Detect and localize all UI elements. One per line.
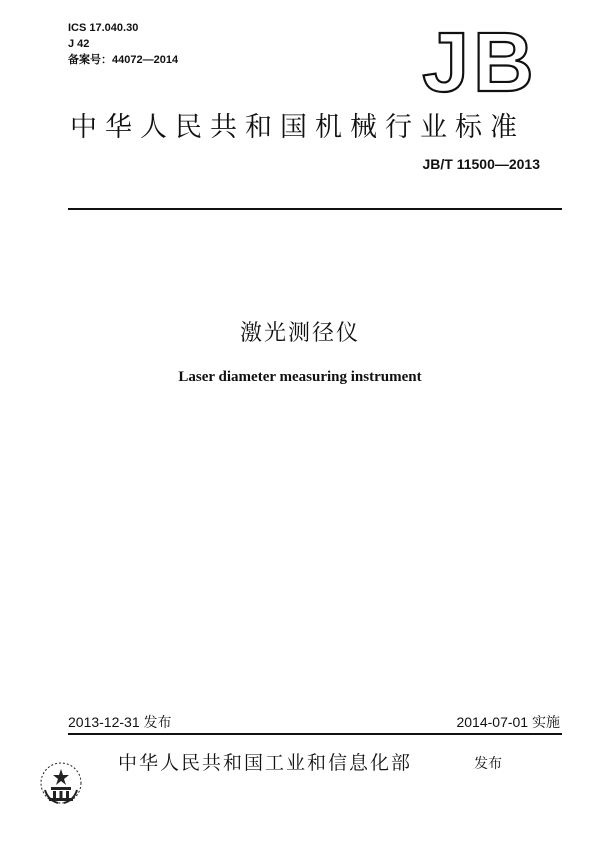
jb-logo bbox=[420, 25, 540, 101]
classification-block bbox=[68, 20, 178, 68]
header-divider bbox=[68, 208, 562, 210]
issue-date: 2013-12-31 发布 bbox=[68, 714, 172, 730]
standard-number: JB/T 11500—2013 bbox=[422, 156, 540, 172]
footer-divider bbox=[68, 733, 562, 735]
record-number: 备案号：44072—2014 bbox=[68, 54, 179, 66]
document-title-cn: 激光测径仪 bbox=[239, 321, 360, 346]
publisher-suffix: 发布 bbox=[474, 756, 502, 772]
publisher-name: 中华人民共和国工业和信息化部 bbox=[118, 752, 413, 774]
industry-standard-title: 中华人民共和国机械行业标准 bbox=[70, 112, 525, 143]
jb-logo-text: JB bbox=[422, 25, 538, 101]
ics-code: ICS 17.040.30 bbox=[68, 22, 139, 34]
ministry-emblem-icon bbox=[38, 760, 84, 806]
category-code: J 42 bbox=[68, 38, 90, 50]
implementation-date: 2014-07-01 实施 bbox=[456, 714, 560, 730]
document-title-en: Laser diameter measuring instrument bbox=[178, 369, 422, 385]
